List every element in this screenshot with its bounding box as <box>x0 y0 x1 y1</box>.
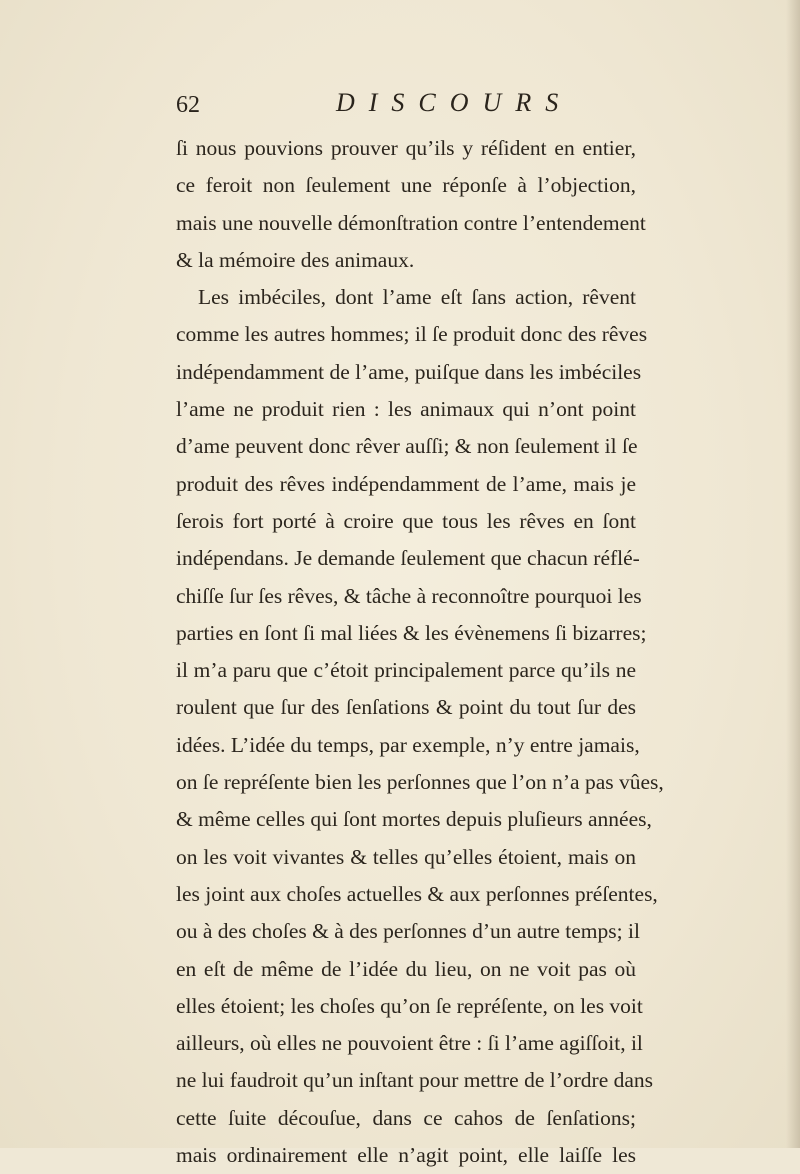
page-edge-shadow <box>786 0 800 1148</box>
text-line: indépendamment de l’ame, puiſque dans les imbéciles <box>176 359 642 384</box>
text-line: & la mémoire des animaux. <box>176 247 415 272</box>
text-line: ne lui faudroit qu’un inſtant pour mettre de l’ordre dans <box>176 1068 654 1093</box>
text-line: ou à des choſes & à des perſonnes d’un autre temps; il <box>176 919 640 944</box>
text-line: ſerois fort porté à croire que tous les rêves en ſont <box>176 508 636 533</box>
text-line: d’ame peuvent donc rêver auſſi; & non ſeulement il ſe <box>176 434 638 459</box>
text-line: mais ordinairement elle n’agit point, elle laiſſe les <box>176 1143 636 1168</box>
text-line: & même celles qui ſont mortes depuis pluſieurs années, <box>176 807 652 832</box>
text-line: on ſe repréſente bien les perſonnes que l’on n’a pas vûes, <box>176 770 664 795</box>
text-line: mais une nouvelle démonſtration contre l’entendement <box>176 210 646 235</box>
text-line: ce feroit non ſeulement une réponſe à l’objection, <box>176 173 636 198</box>
text-line: il m’a paru que c’étoit principalement parce qu’ils ne <box>176 658 636 683</box>
page-number: 62 <box>176 92 200 118</box>
text-line: comme les autres hommes; il ſe produit donc des rêves <box>176 322 648 347</box>
text-line: Les imbéciles, dont l’ame eſt ſans action, rêvent <box>198 285 636 310</box>
page-header <box>176 88 656 122</box>
text-line: on les voit vivantes & telles qu’elles étoient, mais on <box>176 844 636 869</box>
text-line: ſi nous pouvions prouver qu’ils y réſident en entier, <box>176 136 636 160</box>
text-line: produit des rêves indépendamment de l’ame, mais je <box>176 471 636 496</box>
text-line: l’ame ne produit rien : les animaux qui n’ont point <box>176 397 636 422</box>
body-text <box>176 130 664 1174</box>
text-line: indépendans. Je demande ſeulement que chacun réflé- <box>176 546 640 571</box>
text-line: chiſſe ſur ſes rêves, & tâche à reconnoître pourquoi les <box>176 583 642 608</box>
text-line: roulent que ſur des ſenſations & point du tout ſur des <box>176 695 636 720</box>
text-line: idées. L’idée du temps, par exemple, n’y entre jamais, <box>176 732 640 757</box>
text-line: parties en ſont ſi mal liées & les évènemens ſi bizarres; <box>176 620 647 645</box>
text-line: cette ſuite découſue, dans ce cahos de ſenſations; <box>176 1105 636 1130</box>
text-line: en eſt de même de l’idée du lieu, on ne voit pas où <box>176 956 636 981</box>
text-line: ailleurs, où elles ne pouvoient être : ſi l’ame agiſſoit, il <box>176 1031 643 1056</box>
text-line: les joint aux choſes actuelles & aux perſonnes préſentes, <box>176 881 658 906</box>
text-line: elles étoient; les choſes qu’on ſe repréſente, on les voit <box>176 993 643 1018</box>
running-title: DISCOURS <box>336 88 573 117</box>
